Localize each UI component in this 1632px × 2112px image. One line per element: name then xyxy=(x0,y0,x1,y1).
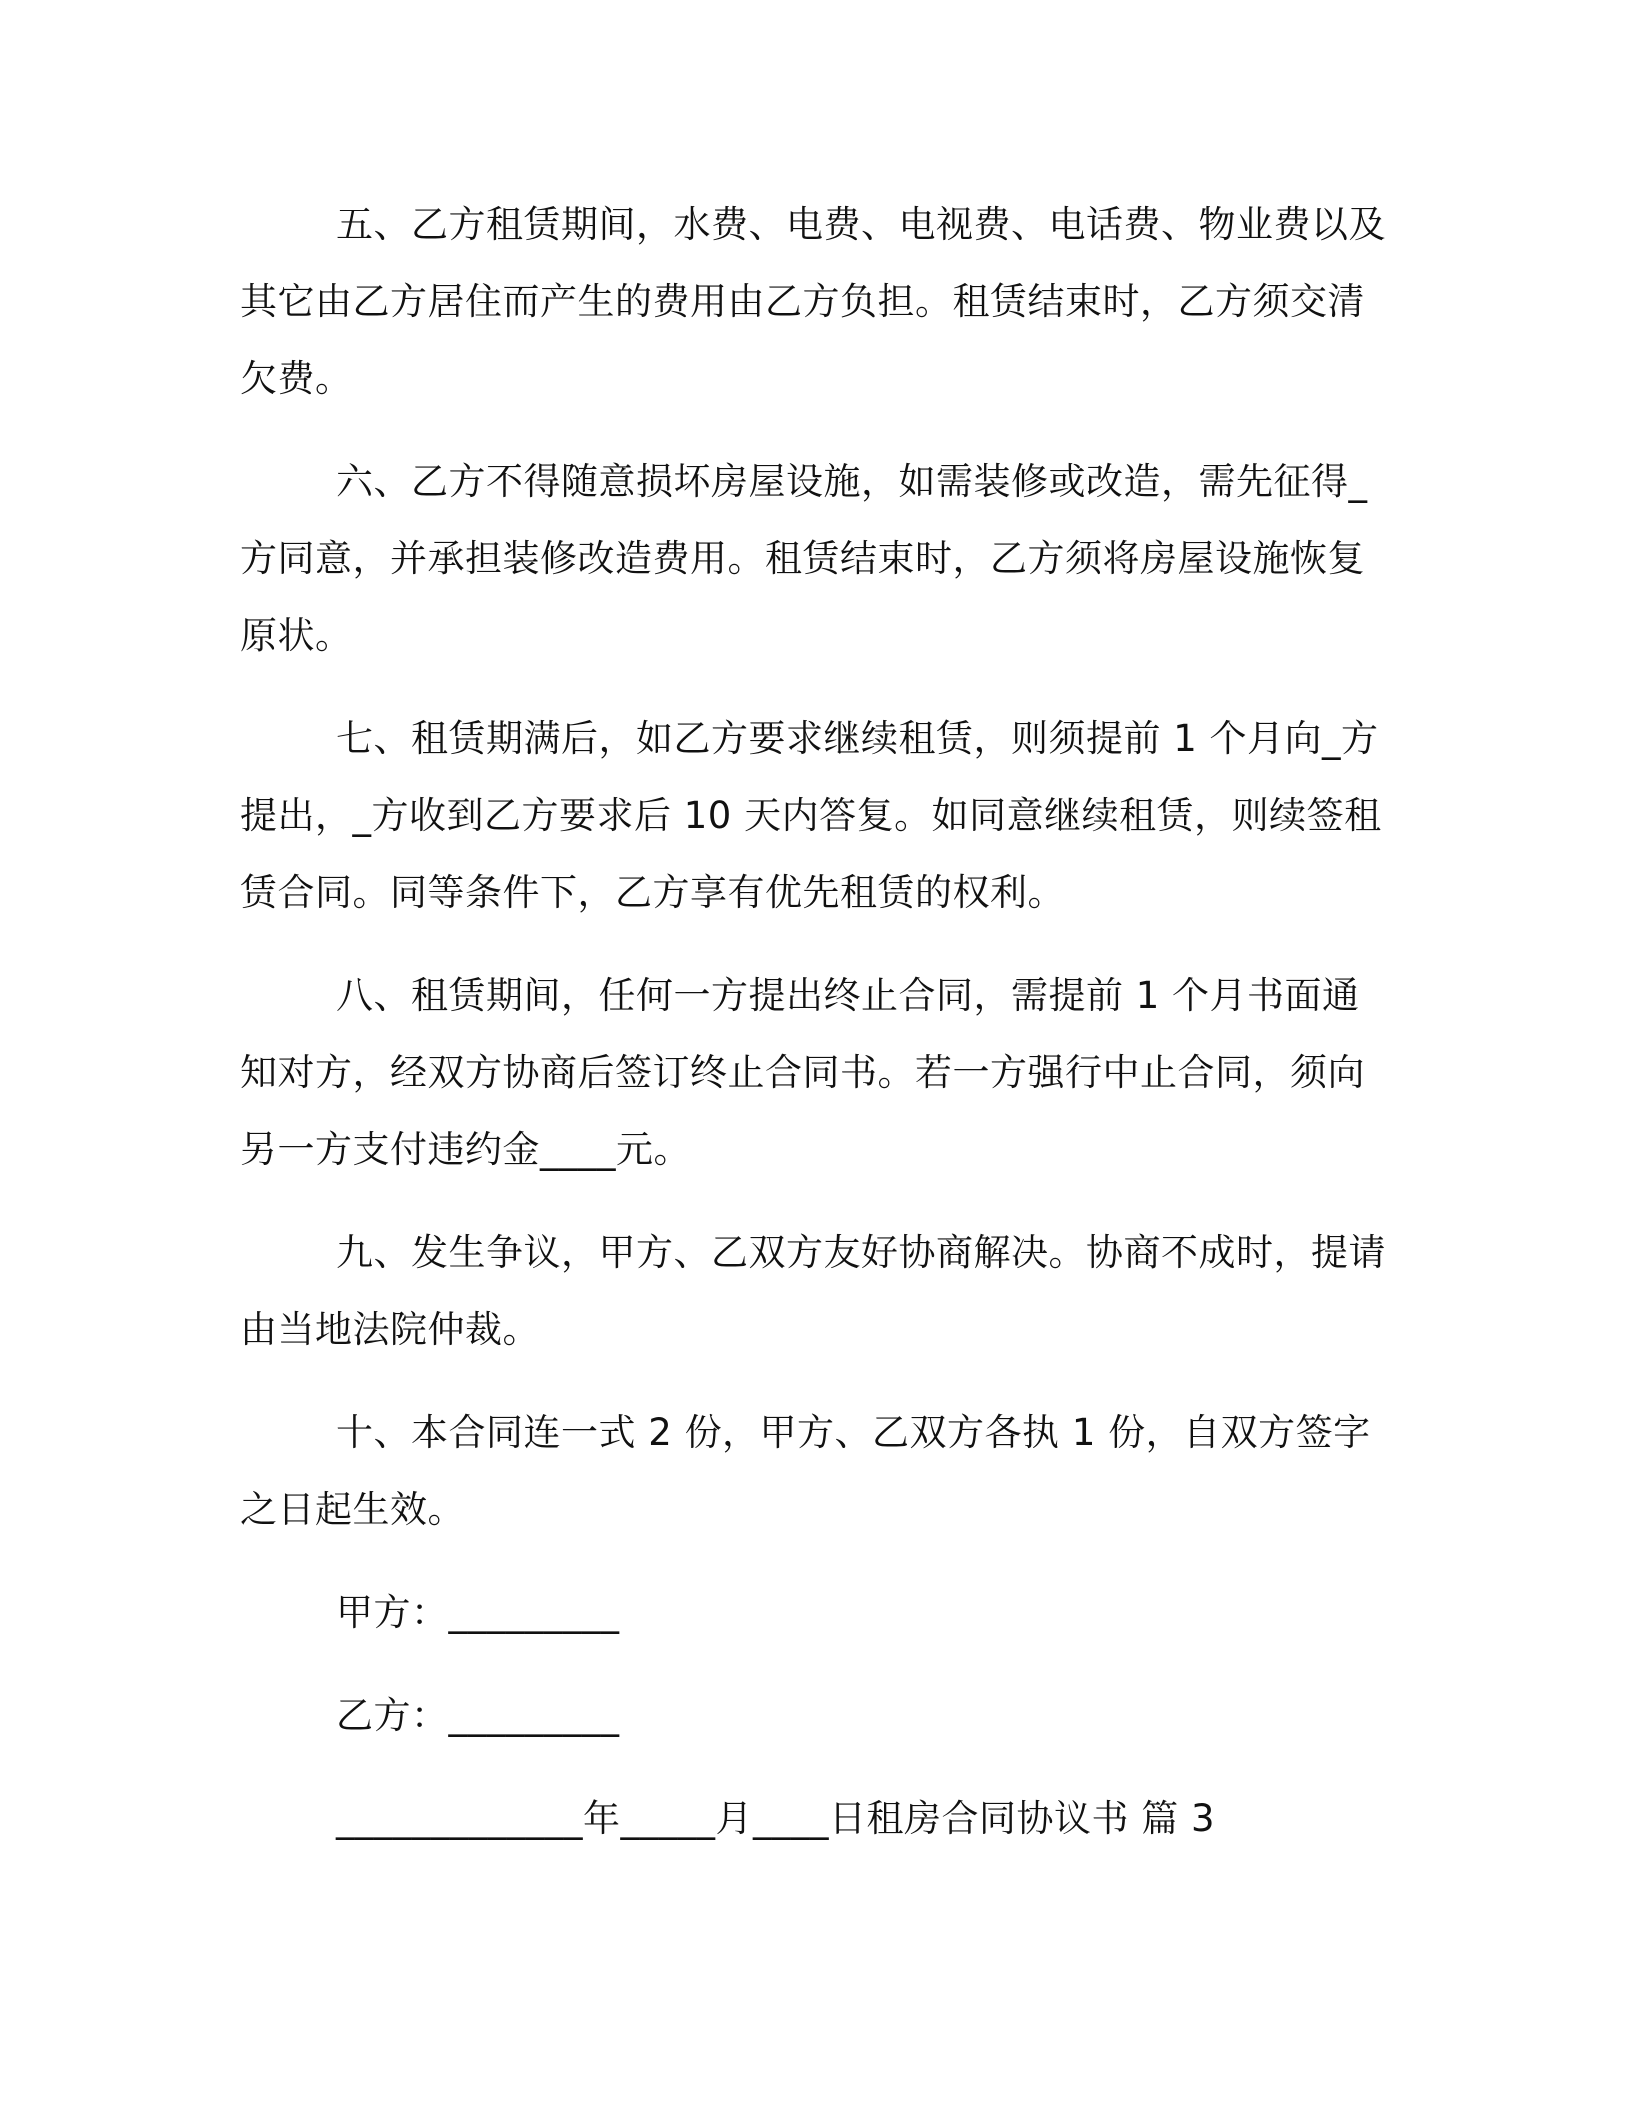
party-b-signature: 乙方：_________ xyxy=(336,1694,620,1737)
clause-7: 七、租赁期满后，如乙方要求继续租赁，则须提前 1 个月向_方提出，_方收到乙方要求后 10 天内答复。如同意继续租赁，则续签租赁合同。同等条件下，乙方享有优先租赁的权利。 xyxy=(240,717,1382,914)
clause-5: 五、乙方租赁期间，水费、电费、电视费、电话费、物业费以及其它由乙方居住而产生的费用由乙方负担。租赁结束时，乙方须交清欠费。 xyxy=(240,203,1386,400)
document-body xyxy=(240,186,1390,1883)
party-a-signature: 甲方：_________ xyxy=(336,1591,620,1634)
date-line: _____________年_____月____日租房合同协议书 篇 3 xyxy=(336,1797,1216,1840)
clause-8: 八、租赁期间，任何一方提出终止合同，需提前 1 个月书面通知对方，经双方协商后签订终止合同书。若一方强行中止合同，须向另一方支付违约金____元。 xyxy=(240,974,1365,1171)
clause-10: 十、本合同连一式 2 份，甲方、乙双方各执 1 份，自双方签字之日起生效。 xyxy=(240,1411,1371,1531)
clause-9: 九、发生争议，甲方、乙双方友好协商解决。协商不成时，提请由当地法院仲裁。 xyxy=(240,1231,1386,1351)
clause-6: 六、乙方不得随意损坏房屋设施，如需装修或改造，需先征得_方同意，并承担装修改造费用。租赁结束时，乙方须将房屋设施恢复原状。 xyxy=(240,460,1368,657)
